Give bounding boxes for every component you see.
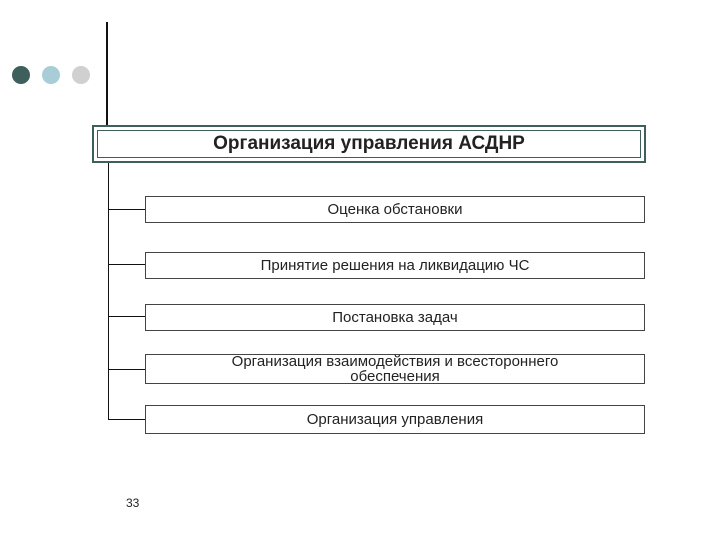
step-box-decision: Принятие решения на ликвидацию ЧС: [145, 252, 645, 279]
decor-dot-grey: [72, 66, 90, 84]
step-box-management: Организация управления: [145, 405, 645, 434]
connector-trunk: [108, 163, 109, 419]
connector-branch-4: [108, 369, 146, 370]
connector-branch-1: [108, 209, 146, 210]
step-box-interaction: Организация взаимодействия и всестороннего обеспечения: [145, 354, 645, 384]
decor-vertical-bar: [106, 22, 108, 134]
connector-branch-2: [108, 264, 146, 265]
decor-dot-dark: [12, 66, 30, 84]
connector-branch-3: [108, 316, 146, 317]
step-box-tasking: Постановка задач: [145, 304, 645, 331]
connector-branch-5: [108, 419, 146, 420]
step-box-assessment: Оценка обстановки: [145, 196, 645, 223]
title-box: [92, 125, 646, 163]
page-number: 33: [126, 496, 140, 510]
diagram-title: Организация управления АСДНР: [97, 130, 641, 158]
decor-dot-blue: [42, 66, 60, 84]
